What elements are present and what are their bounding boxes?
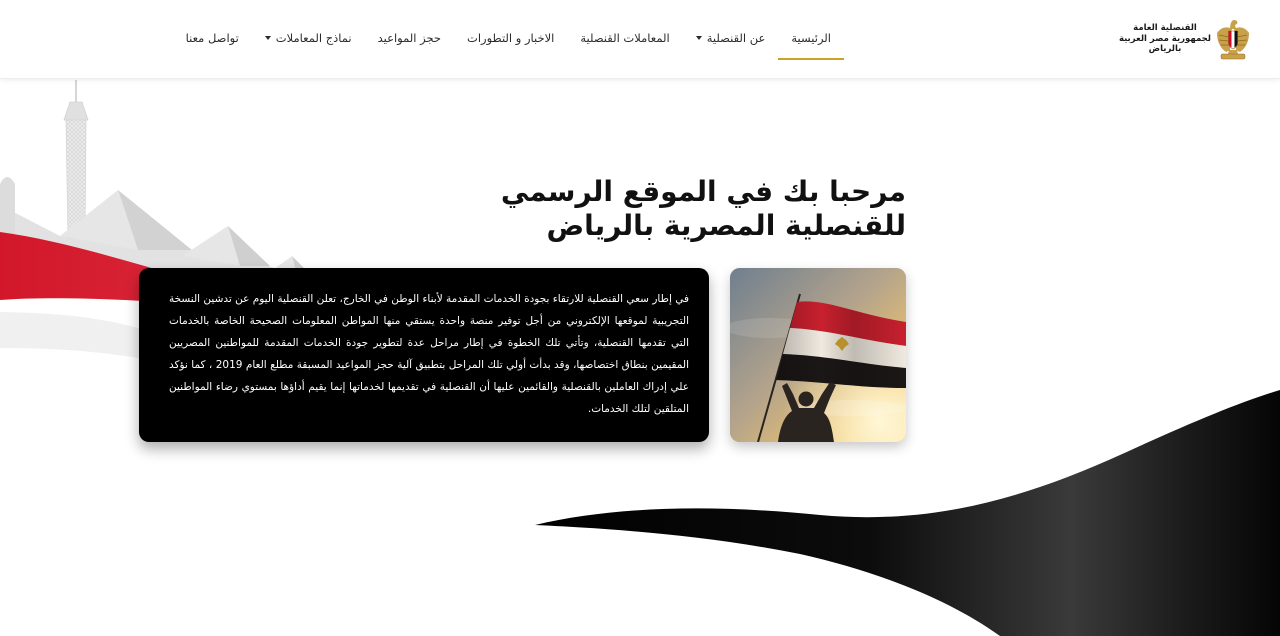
page-title-line-2: للقنصلية المصرية بالرياض bbox=[546, 209, 906, 242]
logo-line-1: القنصلية العامة bbox=[1133, 23, 1197, 34]
nav-item-label: الرئيسية bbox=[791, 31, 831, 45]
cairo-tower-silhouette bbox=[64, 80, 88, 238]
nav-item-home[interactable] bbox=[778, 18, 844, 60]
egypt-eagle-emblem-icon bbox=[1216, 17, 1250, 61]
nav-item-label: عن القنصلية bbox=[706, 31, 766, 45]
building-silhouette bbox=[0, 177, 15, 240]
nav-item-consular-services[interactable] bbox=[567, 18, 682, 60]
nav-item-about[interactable] bbox=[683, 18, 779, 60]
nav-item-label: تواصل معنا bbox=[185, 31, 239, 45]
consulate-logo[interactable] bbox=[1119, 17, 1250, 61]
chevron-down-icon bbox=[696, 36, 702, 40]
flag-bearer-illustration bbox=[730, 268, 906, 442]
nav-item-label: المعاملات القنصلية bbox=[580, 31, 670, 45]
intro-text-box bbox=[139, 268, 709, 442]
logo-line-3: بالرياض bbox=[1148, 44, 1182, 55]
nav-item-label: حجز المواعيد bbox=[377, 31, 441, 45]
nav-item-appointments[interactable] bbox=[365, 18, 454, 60]
main-nav bbox=[173, 18, 844, 60]
page-title-line-1: مرحبا بك في الموقع الرسمي bbox=[500, 175, 906, 208]
nav-item-label: الاخبار و التطورات bbox=[467, 31, 555, 45]
logo-text bbox=[1119, 23, 1211, 55]
nav-item-contact[interactable] bbox=[173, 18, 252, 60]
page-title bbox=[346, 175, 906, 243]
gray-swoosh bbox=[0, 312, 160, 362]
intro-paragraph: في إطار سعي القنصلية للارتقاء بجودة الخدمات المقدمة لأبناء الوطن في الخارج، تعلن القنصلية اليوم عن تدشين النسخة التجريبية لموقعها الإلكتروني من أجل توفير منصة واحدة يستقي منها المواطن المعلومات الصحيحة الخاصة بالخدمات التي تقدمها القنصلية، وتأتي تلك الخطوة في إطار مراحل عدة لتطوير جودة الخدمات المقدمة للمواطنين المصريين المقيمين بنطاق اختصاصها، وقد بدأت أولي تلك المراحل بتطبيق آلية حجز المواعيد المسبقة مطلع العام 2019 ، كما نؤكد علي إدراك العاملين بالقنصلية والقائمين عليها أن القنصلية في تقديمها لخدماتها إنما يقيم أداؤها بمستوي رضاء المواطنين المتلقين لتلك الخدمات. bbox=[169, 293, 689, 415]
hero-content bbox=[139, 268, 906, 442]
nav-item-label: نماذج المعاملات bbox=[275, 31, 352, 45]
chevron-down-icon bbox=[265, 36, 271, 40]
nav-item-forms[interactable] bbox=[252, 18, 365, 60]
nav-item-news[interactable] bbox=[454, 18, 567, 60]
logo-line-2: لجمهورية مصر العربية bbox=[1118, 33, 1211, 44]
site-header bbox=[0, 0, 1280, 79]
flag-bearer-photo bbox=[730, 268, 906, 442]
